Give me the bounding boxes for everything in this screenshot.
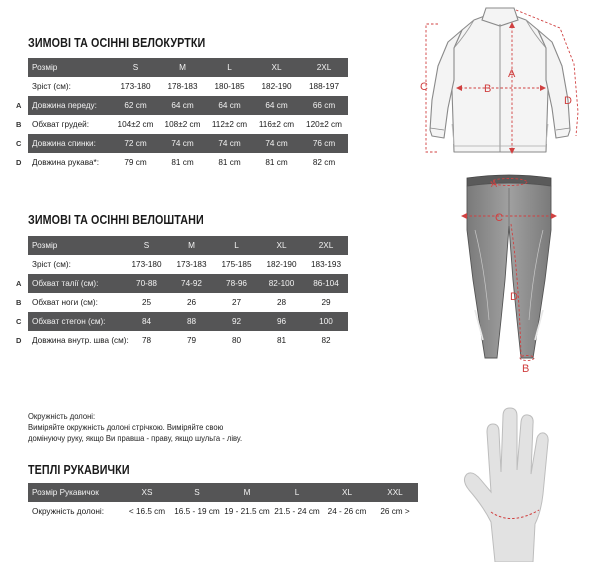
- table-cell: 173-183: [169, 255, 214, 274]
- table-cell: 81: [259, 331, 304, 350]
- header-cell: M: [222, 483, 272, 502]
- pants-letter-c: C: [495, 212, 503, 224]
- row-letter: C: [16, 317, 22, 326]
- jacket-illustration: [412, 4, 588, 160]
- table-cell: 25: [124, 293, 169, 312]
- header-cell: XL: [322, 483, 372, 502]
- table-row: [28, 312, 348, 331]
- table-cell: 80: [214, 331, 259, 350]
- table-cell: 182-190: [253, 77, 300, 96]
- table-row: [28, 115, 348, 134]
- pants-illustration: [455, 170, 565, 380]
- header-cell: M: [169, 236, 214, 255]
- row-label: Обхват грудей:: [28, 115, 112, 134]
- table-cell: 64 cm: [206, 96, 253, 115]
- gloves-size-table: [28, 483, 418, 521]
- table-cell: 26 cm >: [372, 502, 418, 521]
- table-cell: 188-197: [300, 77, 348, 96]
- jacket-size-table: [28, 58, 348, 172]
- table-header-row: [28, 58, 348, 77]
- table-cell: 64 cm: [159, 96, 206, 115]
- hand-illustration: [455, 402, 565, 562]
- note-line: домінуючу руку, якщо Ви правша - праву, якщо шульга - ліву.: [28, 433, 243, 443]
- table-row: [28, 255, 348, 274]
- table-cell: 78: [124, 331, 169, 350]
- row-letter: A: [16, 101, 22, 110]
- table-cell: 88: [169, 312, 214, 331]
- table-cell: 100: [304, 312, 348, 331]
- table-cell: 79 cm: [112, 153, 159, 172]
- table-cell: 16.5 - 19 cm: [172, 502, 222, 521]
- table-cell: 84: [124, 312, 169, 331]
- row-label: Обхват талії (см):: [28, 274, 124, 293]
- table-cell: 116±2 cm: [253, 115, 300, 134]
- table-cell: 182-190: [259, 255, 304, 274]
- table-cell: 82-100: [259, 274, 304, 293]
- pants-letter-d: D: [510, 291, 518, 303]
- table-cell: 178-183: [159, 77, 206, 96]
- row-letter: C: [16, 139, 22, 148]
- table-cell: 21.5 - 24 cm: [272, 502, 322, 521]
- header-cell: XL: [253, 58, 300, 77]
- table-row: [28, 331, 348, 350]
- gloves-section-title: ТЕПЛІ РУКАВИЧКИ: [28, 463, 130, 477]
- table-cell: 74 cm: [253, 134, 300, 153]
- table-cell: 74 cm: [206, 134, 253, 153]
- table-cell: 108±2 cm: [159, 115, 206, 134]
- table-cell: 62 cm: [112, 96, 159, 115]
- table-cell: 104±2 cm: [112, 115, 159, 134]
- table-cell: 92: [214, 312, 259, 331]
- header-cell: L: [272, 483, 322, 502]
- header-cell: XXL: [372, 483, 418, 502]
- table-cell: 26: [169, 293, 214, 312]
- jacket-letter-b: B: [484, 83, 492, 95]
- row-label: Зріст (см):: [28, 255, 124, 274]
- table-cell: 81 cm: [159, 153, 206, 172]
- table-cell: 29: [304, 293, 348, 312]
- table-cell: 183-193: [304, 255, 348, 274]
- header-cell: Розмір: [28, 58, 112, 77]
- table-row: [28, 502, 418, 521]
- table-row: [28, 134, 348, 153]
- row-label: Обхват стегон (см):: [28, 312, 124, 331]
- jacket-letter-d: D: [564, 95, 572, 107]
- row-letter: A: [16, 279, 22, 288]
- table-cell: 19 - 21.5 cm: [222, 502, 272, 521]
- jacket-letter-c: C: [420, 81, 428, 93]
- table-cell: 82: [304, 331, 348, 350]
- table-row: [28, 153, 348, 172]
- row-label: Довжина рукава*:: [28, 153, 112, 172]
- table-cell: 81 cm: [206, 153, 253, 172]
- header-cell: L: [214, 236, 259, 255]
- pants-letter-b: B: [522, 363, 530, 375]
- jacket-section-title: ЗИМОВІ ТА ОСІННІ ВЕЛОКУРТКИ: [28, 36, 206, 50]
- jacket-letter-a: A: [508, 68, 516, 80]
- pants-size-table: [28, 236, 348, 350]
- pants-section-title: ЗИМОВІ ТА ОСІННІ ВЕЛОШТАНИ: [28, 213, 204, 227]
- row-letter: D: [16, 158, 22, 167]
- table-cell: 72 cm: [112, 134, 159, 153]
- header-cell: S: [172, 483, 222, 502]
- table-cell: 74-92: [169, 274, 214, 293]
- table-row: [28, 274, 348, 293]
- row-label: Зріст (см):: [28, 77, 112, 96]
- note-line: Виміряйте окружність долоні стрічкою. Виміряйте свою: [28, 422, 224, 432]
- pants-letter-a: A: [491, 179, 498, 189]
- header-cell: 2XL: [304, 236, 348, 255]
- header-cell: XS: [122, 483, 172, 502]
- table-row: [28, 77, 348, 96]
- table-cell: 64 cm: [253, 96, 300, 115]
- row-letter: D: [16, 336, 22, 345]
- header-cell: Розмір Рукавичок: [28, 483, 122, 502]
- table-cell: 70-88: [124, 274, 169, 293]
- header-cell: M: [159, 58, 206, 77]
- header-cell: S: [112, 58, 159, 77]
- row-letter: B: [16, 298, 22, 307]
- table-row: [28, 293, 348, 312]
- table-cell: < 16.5 cm: [122, 502, 172, 521]
- row-label: Довжина спинки:: [28, 134, 112, 153]
- row-letter: B: [16, 120, 22, 129]
- table-cell: 79: [169, 331, 214, 350]
- table-cell: 173-180: [112, 77, 159, 96]
- table-cell: 28: [259, 293, 304, 312]
- table-cell: 112±2 cm: [206, 115, 253, 134]
- row-label: Обхват ноги (см):: [28, 293, 124, 312]
- table-cell: 27: [214, 293, 259, 312]
- table-cell: 120±2 cm: [300, 115, 348, 134]
- table-cell: 66 cm: [300, 96, 348, 115]
- header-cell: L: [206, 58, 253, 77]
- table-cell: 74 cm: [159, 134, 206, 153]
- table-cell: 96: [259, 312, 304, 331]
- table-header-row: [28, 483, 418, 502]
- header-cell: Розмір: [28, 236, 124, 255]
- table-cell: 81 cm: [253, 153, 300, 172]
- row-label: Довжина переду:: [28, 96, 112, 115]
- header-cell: 2XL: [300, 58, 348, 77]
- table-cell: 175-185: [214, 255, 259, 274]
- note-line: Окружність долоні:: [28, 411, 96, 421]
- table-cell: 78-96: [214, 274, 259, 293]
- table-cell: 86-104: [304, 274, 348, 293]
- table-row: [28, 96, 348, 115]
- table-cell: 24 - 26 cm: [322, 502, 372, 521]
- header-cell: XL: [259, 236, 304, 255]
- table-cell: 82 cm: [300, 153, 348, 172]
- row-label: Довжина внутр. шва (см):: [28, 331, 124, 350]
- table-header-row: [28, 236, 348, 255]
- table-cell: 173-180: [124, 255, 169, 274]
- row-label: Окружність долоні:: [28, 502, 122, 521]
- glove-measure-note: [28, 411, 242, 444]
- header-cell: S: [124, 236, 169, 255]
- table-cell: 76 cm: [300, 134, 348, 153]
- table-cell: 180-185: [206, 77, 253, 96]
